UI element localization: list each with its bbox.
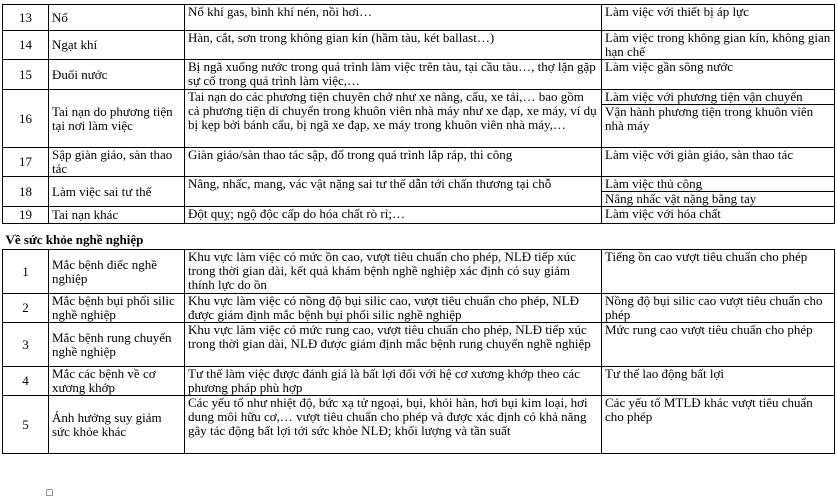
health-section (3, 250, 835, 454)
row-number: 14 (3, 31, 49, 60)
table-row (3, 60, 835, 90)
table-row (3, 177, 835, 207)
hazard-name: Tai nạn khác (52, 207, 119, 222)
row-number: 5 (3, 396, 49, 454)
hazard-description: Khu vực làm việc có mức ồn cao, vượt tiêu chuẩn cho phép, NLĐ tiếp xúc trong thời gian dài, kết quả khám bệnh nghề nghiệp xác định có suy giảm thính lực do ồn (185, 250, 602, 294)
hazard-name-cell (49, 148, 185, 177)
hazard-name: Mắc bệnh bụi phổi silic nghề nghiệp (52, 293, 175, 322)
hazard-name: Tai nạn do phương tiện tại nơi làm việc (52, 103, 173, 133)
hazard-description: Khu vực làm việc có mức rung cao, vượt tiêu chuẩn cho phép, NLĐ tiếp xúc trong thời gian dài, NLĐ được giám định mắc bệnh rung chuyển nghề nghiệp (185, 323, 602, 367)
hazard-name-cell (49, 5, 185, 31)
table-row (3, 367, 835, 396)
table-row (3, 323, 835, 367)
row-number: 15 (3, 60, 49, 90)
hazard-description: Giàn giáo/sàn thao tác sập, đổ trong quá trình lắp ráp, thi công (185, 148, 602, 177)
hazard-name: Làm việc sai tư thế (52, 183, 152, 199)
table-row (3, 148, 835, 177)
row-number: 17 (3, 148, 49, 177)
work-activity: Làm việc thủ công (605, 176, 703, 191)
work-activity-cell: Tư thế lao động bất lợi (602, 367, 835, 396)
table-row (3, 31, 835, 60)
table-row (3, 90, 835, 148)
hazard-description: Hàn, cắt, sơn trong không gian kín (hầm tàu, két ballast…) (185, 31, 602, 60)
work-activity-cell: Tiếng ồn cao vượt tiêu chuẩn cho phép (602, 250, 835, 294)
work-activity-cell: Làm việc trong không gian kín, không gian hạn chế (602, 31, 835, 60)
hazard-name: Ảnh hưởng suy giảm sức khỏe khác (52, 409, 162, 439)
health-section-header (3, 224, 835, 250)
hazard-description: Bị ngã xuống nước trong quá trình làm việc trên tàu, tại cầu tàu…, thợ lặn gặp sự cố trong quá trình làm việc,… (185, 60, 602, 90)
hazard-name-cell (49, 250, 185, 294)
hazard-name: Mắc bệnh rung chuyển nghề nghiệp (52, 329, 172, 359)
table-row (3, 396, 835, 454)
work-activity-cell: Mức rung cao vượt tiêu chuẩn cho phép (602, 323, 835, 367)
hazard-name-cell (49, 323, 185, 367)
row-number: 3 (3, 323, 49, 367)
hazard-name-cell (49, 90, 185, 148)
hazard-name-cell (49, 60, 185, 90)
hazard-name-cell (49, 207, 185, 224)
row-number: 2 (3, 294, 49, 323)
hazard-name-cell (49, 294, 185, 323)
hazard-name: Ngạt khí (52, 37, 98, 52)
table-row (3, 250, 835, 294)
hazard-name: Mắc các bệnh về cơ xương khớp (52, 366, 156, 395)
margin-marker (46, 489, 53, 496)
hazard-description: Nổ khí gas, bình khí nén, nồi hơi… (185, 5, 602, 31)
row-number: 16 (3, 90, 49, 148)
hazard-name: Sập giàn giáo, sàn thao tác (52, 147, 173, 176)
hazard-name-cell (49, 31, 185, 60)
accident-section (3, 5, 835, 224)
work-activity-cell: Nồng độ bụi silic cao vượt tiêu chuẩn cho phép (602, 294, 835, 323)
hazard-name-cell (49, 367, 185, 396)
hazard-description: Tư thế làm việc được đánh giá là bất lợi đối với hệ cơ xương khớp theo các phương pháp phù hợp (185, 367, 602, 396)
hazard-name: Mắc bệnh điếc nghề nghiệp (52, 256, 158, 286)
work-activity-cell: Làm việc với hóa chất (602, 207, 835, 224)
table-row (3, 294, 835, 323)
hazard-description: Các yếu tố như nhiệt độ, bức xạ tử ngoại, bụi, khói hàn, hơi bụi kim loại, hơi dung môi hữu cơ,… vượt tiêu chuẩn cho phép và được xác định có khả năng gây tác động bất lợi tới sức khỏe NLĐ; khối lượng và tần suất (185, 396, 602, 454)
hazard-description: Khu vực làm việc có nồng độ bụi silic cao, vượt tiêu chuẩn cho phép, NLĐ được giám định mắc bệnh bụi phổi silic nghề nghiệp (185, 294, 602, 323)
row-number: 4 (3, 367, 49, 396)
row-number: 13 (3, 5, 49, 31)
work-activity-cell (602, 177, 835, 207)
hazard-name: Đuối nước (52, 66, 108, 82)
hazard-table (2, 4, 835, 454)
work-activity: Vận hành phương tiện trong khuôn viên nhà máy (602, 104, 834, 133)
hazard-name-cell (49, 177, 185, 207)
hazard-name-cell (49, 396, 185, 454)
table-row (3, 207, 835, 224)
work-activity: Nâng nhấc vật nặng bằng tay (602, 191, 834, 206)
section-title: Về sức khỏe nghề nghiệp (3, 224, 835, 250)
row-number: 18 (3, 177, 49, 207)
work-activity-cell: Làm việc gần sông nước (602, 60, 835, 90)
hazard-description: Nâng, nhấc, mang, vác vật nặng sai tư thế dẫn tới chấn thương tại chỗ (185, 177, 602, 207)
work-activity-cell (602, 90, 835, 148)
table-row (3, 5, 835, 31)
work-activity: Làm việc với phương tiện vận chuyển (605, 89, 803, 104)
work-activity-cell: Làm việc với thiết bị áp lực (602, 5, 835, 31)
work-activity-cell: Các yếu tố MTLĐ khác vượt tiêu chuẩn cho phép (602, 396, 835, 454)
row-number: 1 (3, 250, 49, 294)
hazard-description: Tai nạn do các phương tiện chuyên chở như xe nâng, cẩu, xe tải,… bao gồm cả phương tiện di chuyển trong khuôn viên nhà máy như xe đạp, xe máy, ví dụ bị kẹp bởi bánh cẩu, bị ngã xe đạp, xe máy trong khuôn viên nhà máy,… (185, 90, 602, 148)
hazard-name: Nổ (52, 9, 68, 25)
hazard-description: Đột quỵ; ngộ độc cấp do hóa chất rò rỉ;… (185, 207, 602, 224)
work-activity-cell: Làm việc với giàn giáo, sàn thao tác (602, 148, 835, 177)
row-number: 19 (3, 207, 49, 224)
